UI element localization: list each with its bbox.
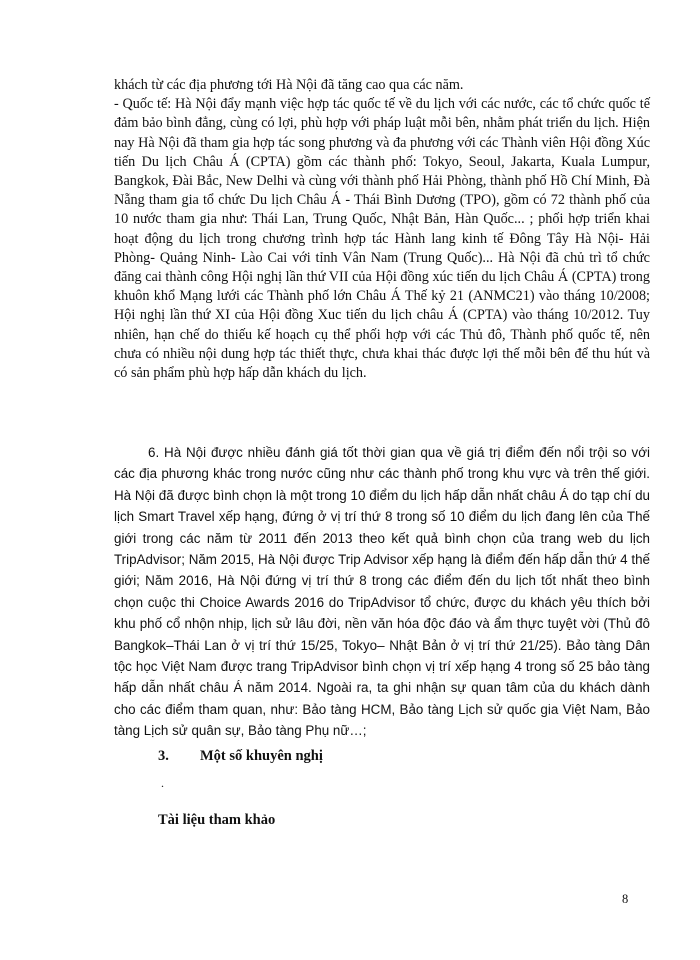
references-heading: Tài liệu tham khảo — [158, 812, 276, 828]
section-3-heading — [158, 748, 558, 765]
paragraph-international: - Quốc tế: Hà Nội đẩy mạnh việc hợp tác quốc tế về du lịch với các nước, các tổ chức quốc tế đảm bảo bình đẳng, cùng có lợi, phù hợp với pháp luật mỗi bên, nhằm phát triển du lịch. Hiện nay Hà Nội đã tham gia hợp tác song phương và đa phương với các Thành viên Hội đồng Xúc tiến Du lịch Châu Á (CPTA) gồm các thành phố: Tokyo, Seoul, Jakarta, Kuala Lumpur, Bangkok, Đài Bắc, New Delhi và cùng với thành phố Hải Phòng, thành phố Hồ Chí Minh, Đà Nẵng tham gia tổ chức Du lịch Châu Á - Thái Bình Dương (TPO), gồm có 72 thành phố của 10 nước tham gia như: Thái Lan, Trung Quốc, Nhật Bản, Hàn Quốc... ; phối hợp triển khai hoạt động du lịch trong chương trình hợp tác Hành lang kinh tế Đông Tây Hà Nội- Hải Phòng- Quảng Ninh- Lào Cai với tỉnh Vân Nam (Trung Quốc)... Hà Nội đã chủ trì tổ chức đăng cai thành công Hội nghị lần thứ VII của Hội đồng xúc tiến du lịch Châu Á (CPTA) trong khuôn khổ Mạng lưới các Thành phố lớn Châu Á Thế kỷ 21 (ANMC21) vào tháng 10/2008; Hội nghị lần thứ XI của Hội đồng Xuc tiến du lịch châu Á (CPTA) vào tháng 10/2012. Tuy nhiên, hạn chế do thiếu kế hoạch cụ thể phối hợp với các Thủ đô, Thành phố quốc tế, nên chưa có nhiều nội dung hợp tác thiết thực, chưa khai thác được lợi thế mỗi bên để thu hút và có sản phẩm phù hợp hấp dẫn khách du lịch. — [114, 96, 650, 382]
paragraph-intro-continuation: khách từ các địa phương tới Hà Nội đã tăng cao qua các năm. — [114, 77, 464, 93]
paragraph-point-6: 6. Hà Nội được nhiều đánh giá tốt thời gian qua về giá trị điểm đến nổi trội so với các địa phương khác trong nước cũng như các thành phố trong khu vực và trên thế giới. Hà Nội đã được bình chọn là một trong 10 điểm du lịch hấp dẫn nhất châu Á do tạp chí du lịch Smart Travel xếp hạng, đứng ở vị trí thứ 8 trong số 10 điểm du lịch đang lên của Thế giới trong các năm từ 2011 đến 2013 theo kết quả bình chọn của trang web du lịch TripAdvisor; Năm 2015, Hà Nội được Trip Advisor xếp hạng là điểm đến hấp dẫn thứ 4 thế giới; Năm 2016, Hà Nội đứng vị trí thứ 8 trong các điểm đến du lịch tốt nhất theo bình chọn cuộc thi Choice Awards 2016 do TripAdvisor tổ chức, được du khách yêu thích bởi khu phố cổ nhộn nhịp, lịch sử lâu đời, nền văn hóa độc đáo và ẩm thực tuyệt vời (Thủ đô Bangkok–Thái Lan ở vị trí thứ 15/25, Tokyo– Nhật Bản ở vị trí thứ 21/25). Bảo tàng Dân tộc học Việt Nam được trang TripAdvisor bình chọn vị trí xếp hạng 4 trong số 25 bảo tàng hấp dẫn nhất châu Á năm 2014. Ngoài ra, ta ghi nhận sự quan tâm của du khách dành cho các điểm tham quan, như: Bảo tàng HCM, Bảo tàng Lịch sử quốc gia Việt Nam, Bảo tàng Lịch sử quân sự, Bảo tàng Phụ nữ…; — [114, 445, 650, 739]
body-text-point-6 — [114, 442, 650, 742]
page-number: 8 — [622, 892, 629, 906]
section-3-title: Một số khuyên nghị — [200, 748, 323, 764]
placeholder-dot: . — [161, 776, 164, 790]
body-text-upper — [114, 76, 650, 383]
section-3-number: 3. — [158, 748, 169, 764]
